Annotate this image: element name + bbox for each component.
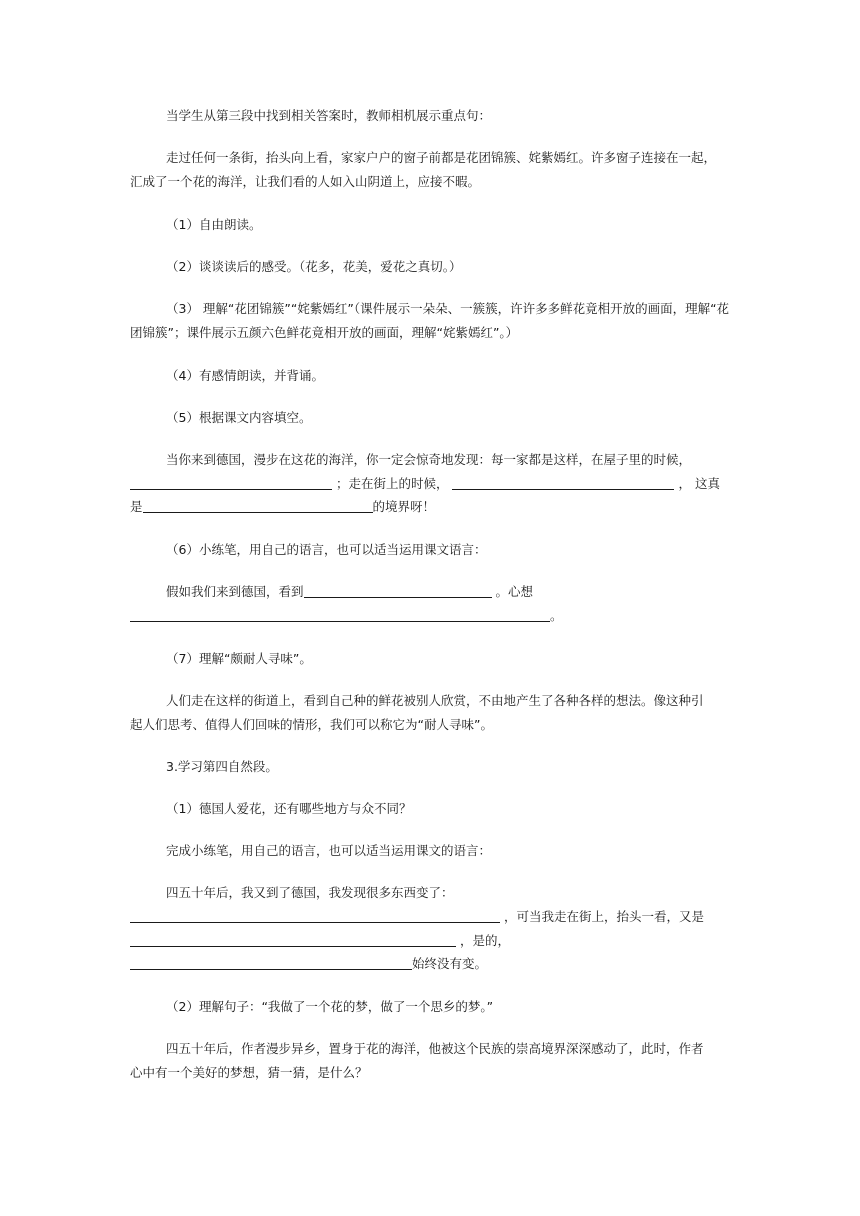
answer-blank[interactable]: [130, 955, 412, 970]
fill-text: 的境界呀！: [372, 499, 436, 514]
fill-blank-line-2: [130, 472, 730, 496]
exercise-text: ，是的，: [459, 933, 510, 948]
answer-blank[interactable]: [130, 932, 456, 947]
fill-text: 是: [130, 499, 143, 514]
answer-blank[interactable]: [130, 908, 500, 923]
writing-text: 。心想: [495, 584, 534, 599]
exercise-line-4: [130, 952, 730, 976]
exercise-text: 始终没有变。: [412, 956, 488, 971]
fill-blank-line-3: [130, 495, 730, 519]
exercise-line-1: 四五十年后，我又到了德国，我发现很多东西变了：: [166, 885, 454, 900]
intro-line: 当学生从第三段中找到相关答案时，教师相机展示重点句：: [166, 108, 492, 123]
step-2: （2）谈谈读后的感受。（花多，花美，爱花之真切。）: [166, 259, 462, 274]
fill-text: ；走在街上的时候，: [335, 476, 449, 491]
section-heading: 3.学习第四自然段。: [166, 759, 278, 774]
step-3-line-1: （3） 理解“花团锦簇”“姹紫嫣红”（课件展示一朵朵、一簇簇，许许多多鲜花竟相开放的画面，理解“花: [166, 301, 730, 316]
writing-text: 。: [550, 608, 563, 623]
answer-blank[interactable]: [304, 583, 492, 598]
step-6: （6）小练笔，用自己的语言，也可以适当运用课文语言：: [166, 542, 487, 557]
writing-line-2: [130, 604, 730, 628]
closing-line-2: 心中有一个美好的梦想，猜一猜，是什么？: [130, 1065, 368, 1080]
exercise-prompt: 完成小练笔，用自己的语言，也可以适当运用课文的语言：: [166, 843, 492, 858]
writing-text: 假如我们来到德国，看到: [166, 584, 304, 599]
explanation-line-2: 起人们思考、值得人们回味的情形，我们可以称它为“耐人寻味”。: [130, 717, 493, 732]
closing-line-1: 四五十年后，作者漫步异乡，置身于花的海洋，他被这个民族的崇高境界深深感动了，此时，作者: [166, 1041, 704, 1056]
step-1: （1）自由朗读。: [166, 217, 262, 232]
step-3-line-2: 团锦簇”；课件展示五颜六色鲜花竟相开放的画面，理解“姹紫嫣红”。）: [130, 325, 519, 340]
step-4: （4）有感情朗读，并背诵。: [166, 368, 324, 383]
answer-blank[interactable]: [130, 607, 550, 622]
question-2: （2）理解句子：“我做了一个花的梦，做了一个思乡的梦。”: [166, 999, 494, 1014]
answer-blank[interactable]: [130, 475, 332, 490]
answer-blank[interactable]: [452, 475, 674, 490]
fill-text: ， 这真: [678, 476, 720, 491]
key-sentence-line-2: 汇成了一个花的海洋，让我们看的人如入山阴道上，应接不暇。: [130, 174, 481, 189]
fill-blank-line-1: 当你来到德国，漫步在这花的海洋，你一定会惊奇地发现：每一家都是这样，在屋子里的时候，: [166, 452, 692, 467]
step-7: （7）理解“颇耐人寻味”。: [166, 651, 312, 666]
exercise-text: ，可当我走在街上，抬头一看，又是: [503, 909, 704, 924]
key-sentence-line-1: 走过任何一条街，抬头向上看，家家户户的窗子前都是花团锦簇、姹紫嫣红。许多窗子连接在一起，: [166, 150, 717, 165]
question-1: （1）德国人爱花，还有哪些地方与众不同？: [166, 801, 412, 816]
exercise-line-2: [130, 905, 730, 929]
answer-blank[interactable]: [143, 498, 373, 513]
step-5: （5）根据课文内容填空。: [166, 410, 312, 425]
explanation-line-1: 人们走在这样的街道上，看到自己种的鲜花被别人欣赏，不由地产生了各种各样的想法。像这种引: [166, 693, 704, 708]
exercise-line-3: [130, 929, 730, 953]
writing-line-1: [130, 580, 766, 604]
